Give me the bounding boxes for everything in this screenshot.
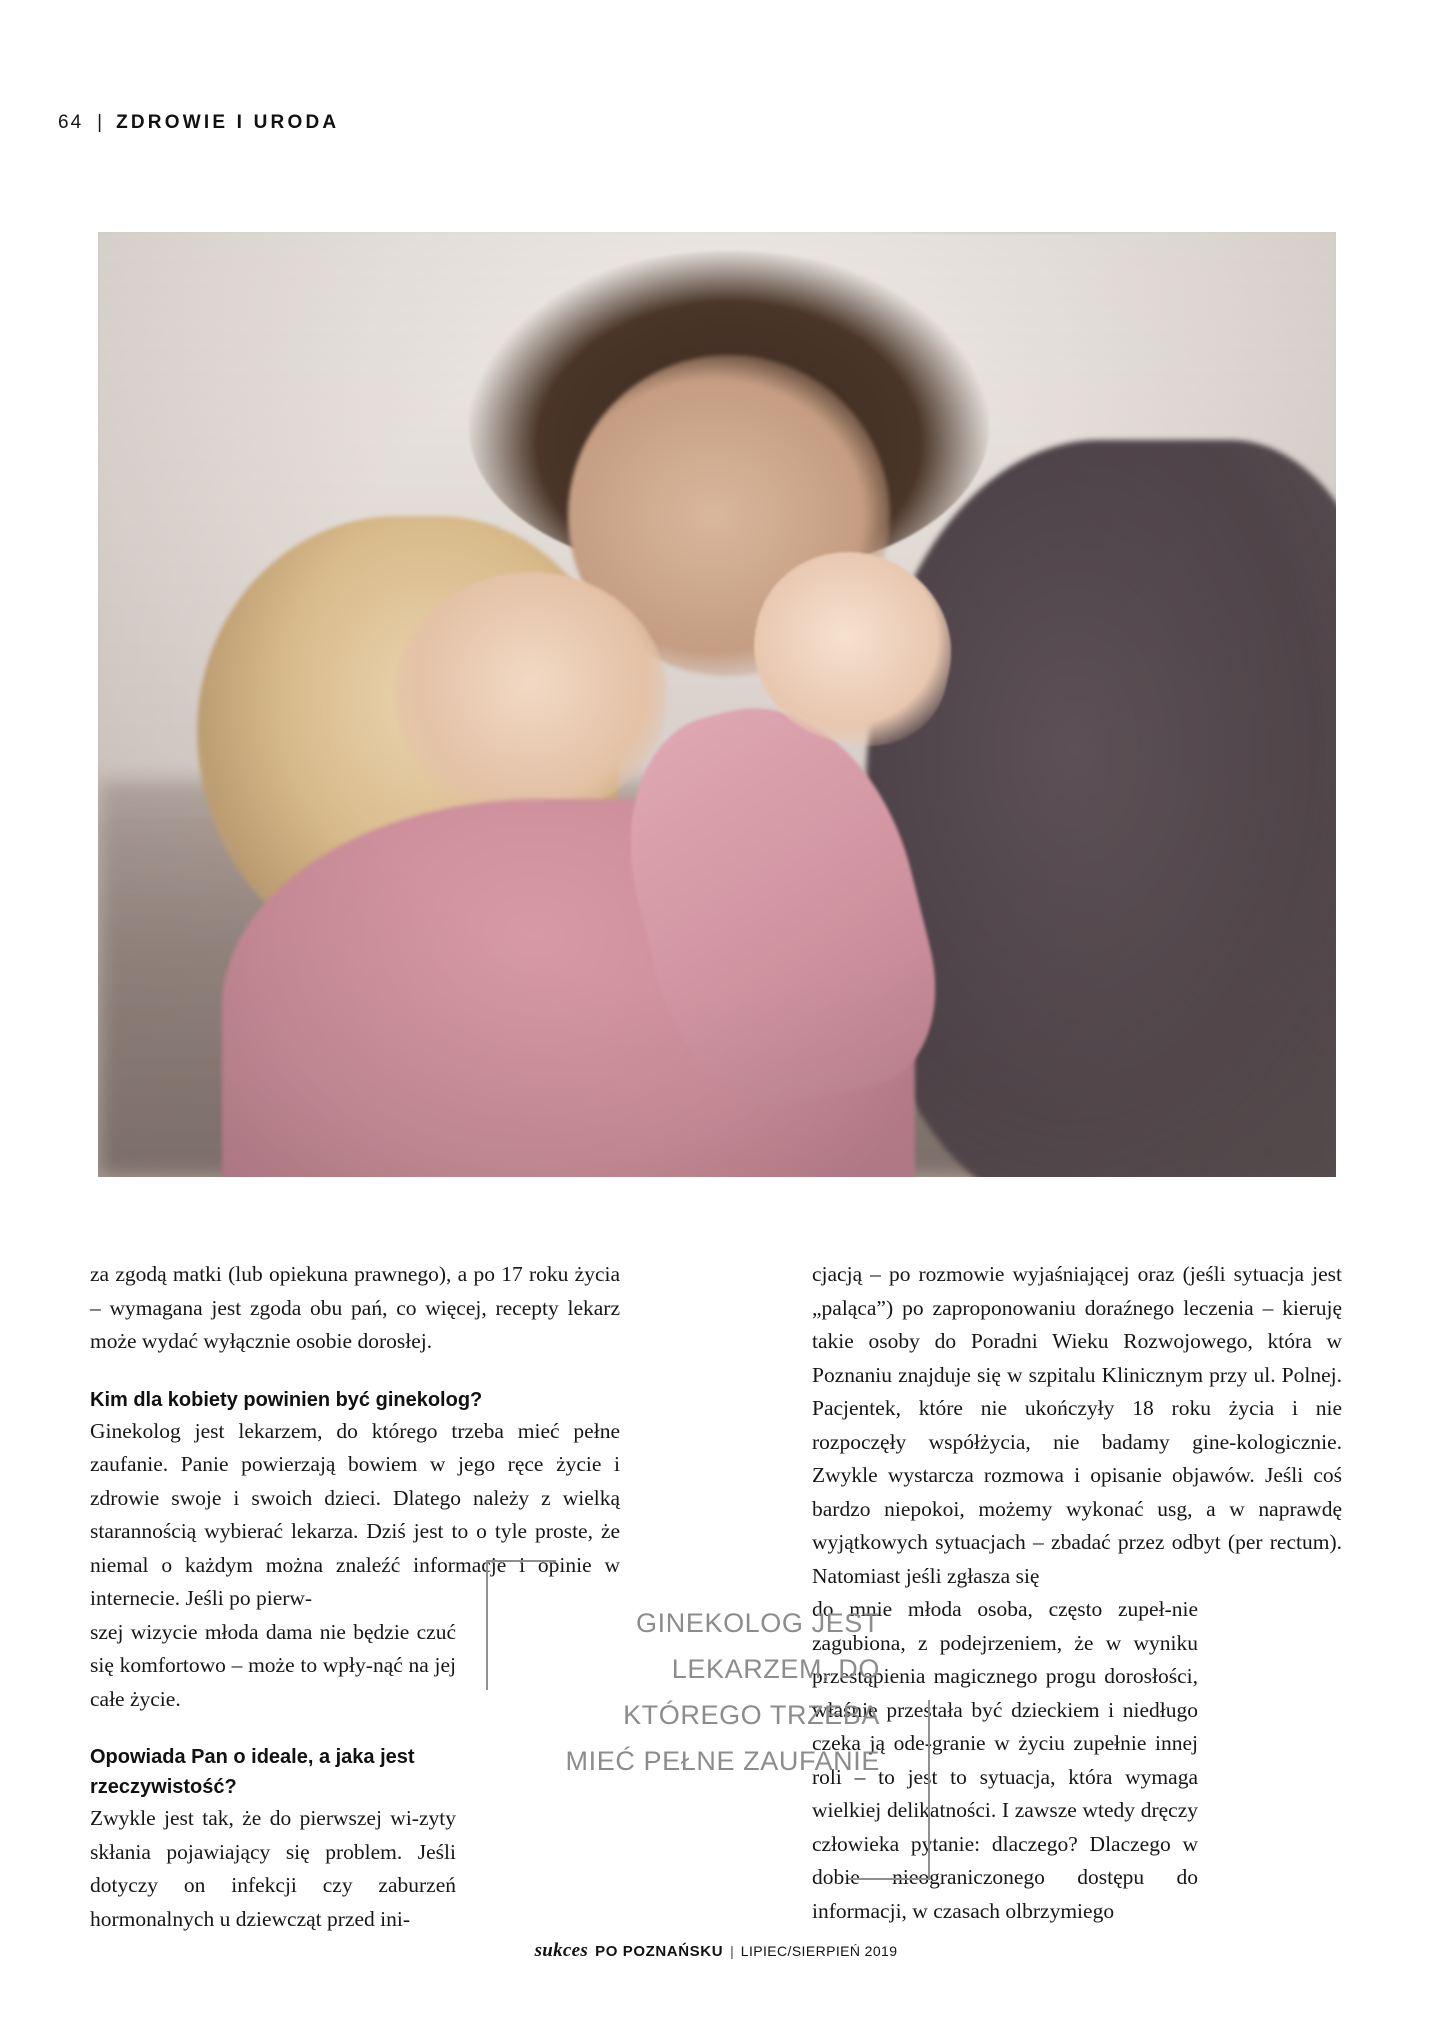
paragraph-1: Ginekolog jest lekarzem, do którego trzeba mieć pełne zaufanie. Panie powierzają bowiem w jego ręce życie i zdrowie swoje i swoich dzieci. Dlatego należy z wielką starannością wybierać lekarza. Dziś jest to o tyle proste, że niemal o każdym można znaleźć informacje i opinie w internecie. Jeśli po pierw- bbox=[90, 1418, 620, 1610]
magazine-brand-suffix: PO POZNAŃSKU bbox=[595, 1943, 724, 1960]
pullquote-line-1: GINEKOLOG JEST bbox=[636, 1608, 880, 1638]
header-separator: | bbox=[97, 112, 103, 133]
photo-vignette bbox=[98, 232, 1336, 1177]
pullquote-line-2: LEKARZEM, DO bbox=[671, 1654, 880, 1684]
subheading-1: Kim dla kobiety powinien być ginekolog? bbox=[90, 1388, 483, 1411]
footer-divider: | bbox=[730, 1943, 734, 1959]
pullquote bbox=[480, 1600, 880, 1784]
pullquote-line-4: MIEĆ PEŁNE ZAUFANIE bbox=[565, 1746, 880, 1776]
section-title: ZDROWIE I URODA bbox=[116, 112, 340, 133]
paragraph-intro: za zgodą matki (lub opiekuna prawnego), a po 17 roku życia – wymagana jest zgoda obu pań, co więcej, recepty lekarz może wydać wyłącznie osobie dorosłej. bbox=[90, 1262, 620, 1353]
issue-date: LIPIEC/SIERPIEŃ 2019 bbox=[740, 1943, 898, 1959]
pullquote-line-3: KTÓREGO TRZEBA bbox=[623, 1700, 880, 1730]
photo-canvas bbox=[98, 232, 1336, 1177]
magazine-brand: sukces bbox=[534, 1940, 589, 1961]
lead-photo bbox=[98, 232, 1336, 1177]
paragraph-3: cjacją – po rozmowie wyjaśniającej oraz (jeśli sytuacja jest „paląca”) po zaproponowaniu doraźnego leczenia – kieruję takie osoby do Poradni Wieku Rozwojowego, która w Poznaniu znajduje się w szpitalu Klinicznym przy ul. Polnej. Pacjentek, które nie ukończyły 18 roku życia i nie rozpoczęły współżycia, nie badamy gine-kologicznie. Zwykle wystarcza rozmowa i opisanie objawów. Jeśli coś bardzo niepokoi, możemy wykonać usg, a w naprawdę wyjątkowych sytuacjach – zbadać przez odbyt (per rectum). Natomiast jeśli zgłasza się bbox=[812, 1262, 1342, 1588]
running-head bbox=[58, 112, 339, 134]
subheading-2: Opowiada Pan o ideale, a jaka jest rzeczywistość? bbox=[90, 1746, 415, 1798]
page-number: 64 bbox=[58, 112, 84, 133]
paragraph-1-wrap: szej wizycie młoda dama nie będzie czuć się komfortowo – może to wpły-nąć na jej całe życie. bbox=[90, 1619, 456, 1711]
spacer bbox=[90, 1359, 620, 1385]
page-footer bbox=[0, 1940, 1432, 1962]
paragraph-3-wrap: do mnie młoda osoba, często zupeł-nie zagubiona, z podejrzeniem, że w wyniku przestąpienia magicznego progu dorosłości, właśnie przestała być dzieckiem i niedługo czeka ją ode-granie w życiu zupełnie innej roli – to jest to sytuacja, która wymaga wielkiej delikatności. I zawsze wtedy dręczy człowieka pytanie: dlaczego? Dlaczego w dobie nieograniczonego dostępu do informacji, w czasach olbrzymiego bbox=[812, 1597, 1198, 1923]
paragraph-2: Zwykle jest tak, że do pierwszej wi-zyty skłania pojawiający się problem. Jeśli dotyczy on infekcji czy zaburzeń hormonalnych u dziewcząt przed ini- bbox=[90, 1806, 456, 1931]
